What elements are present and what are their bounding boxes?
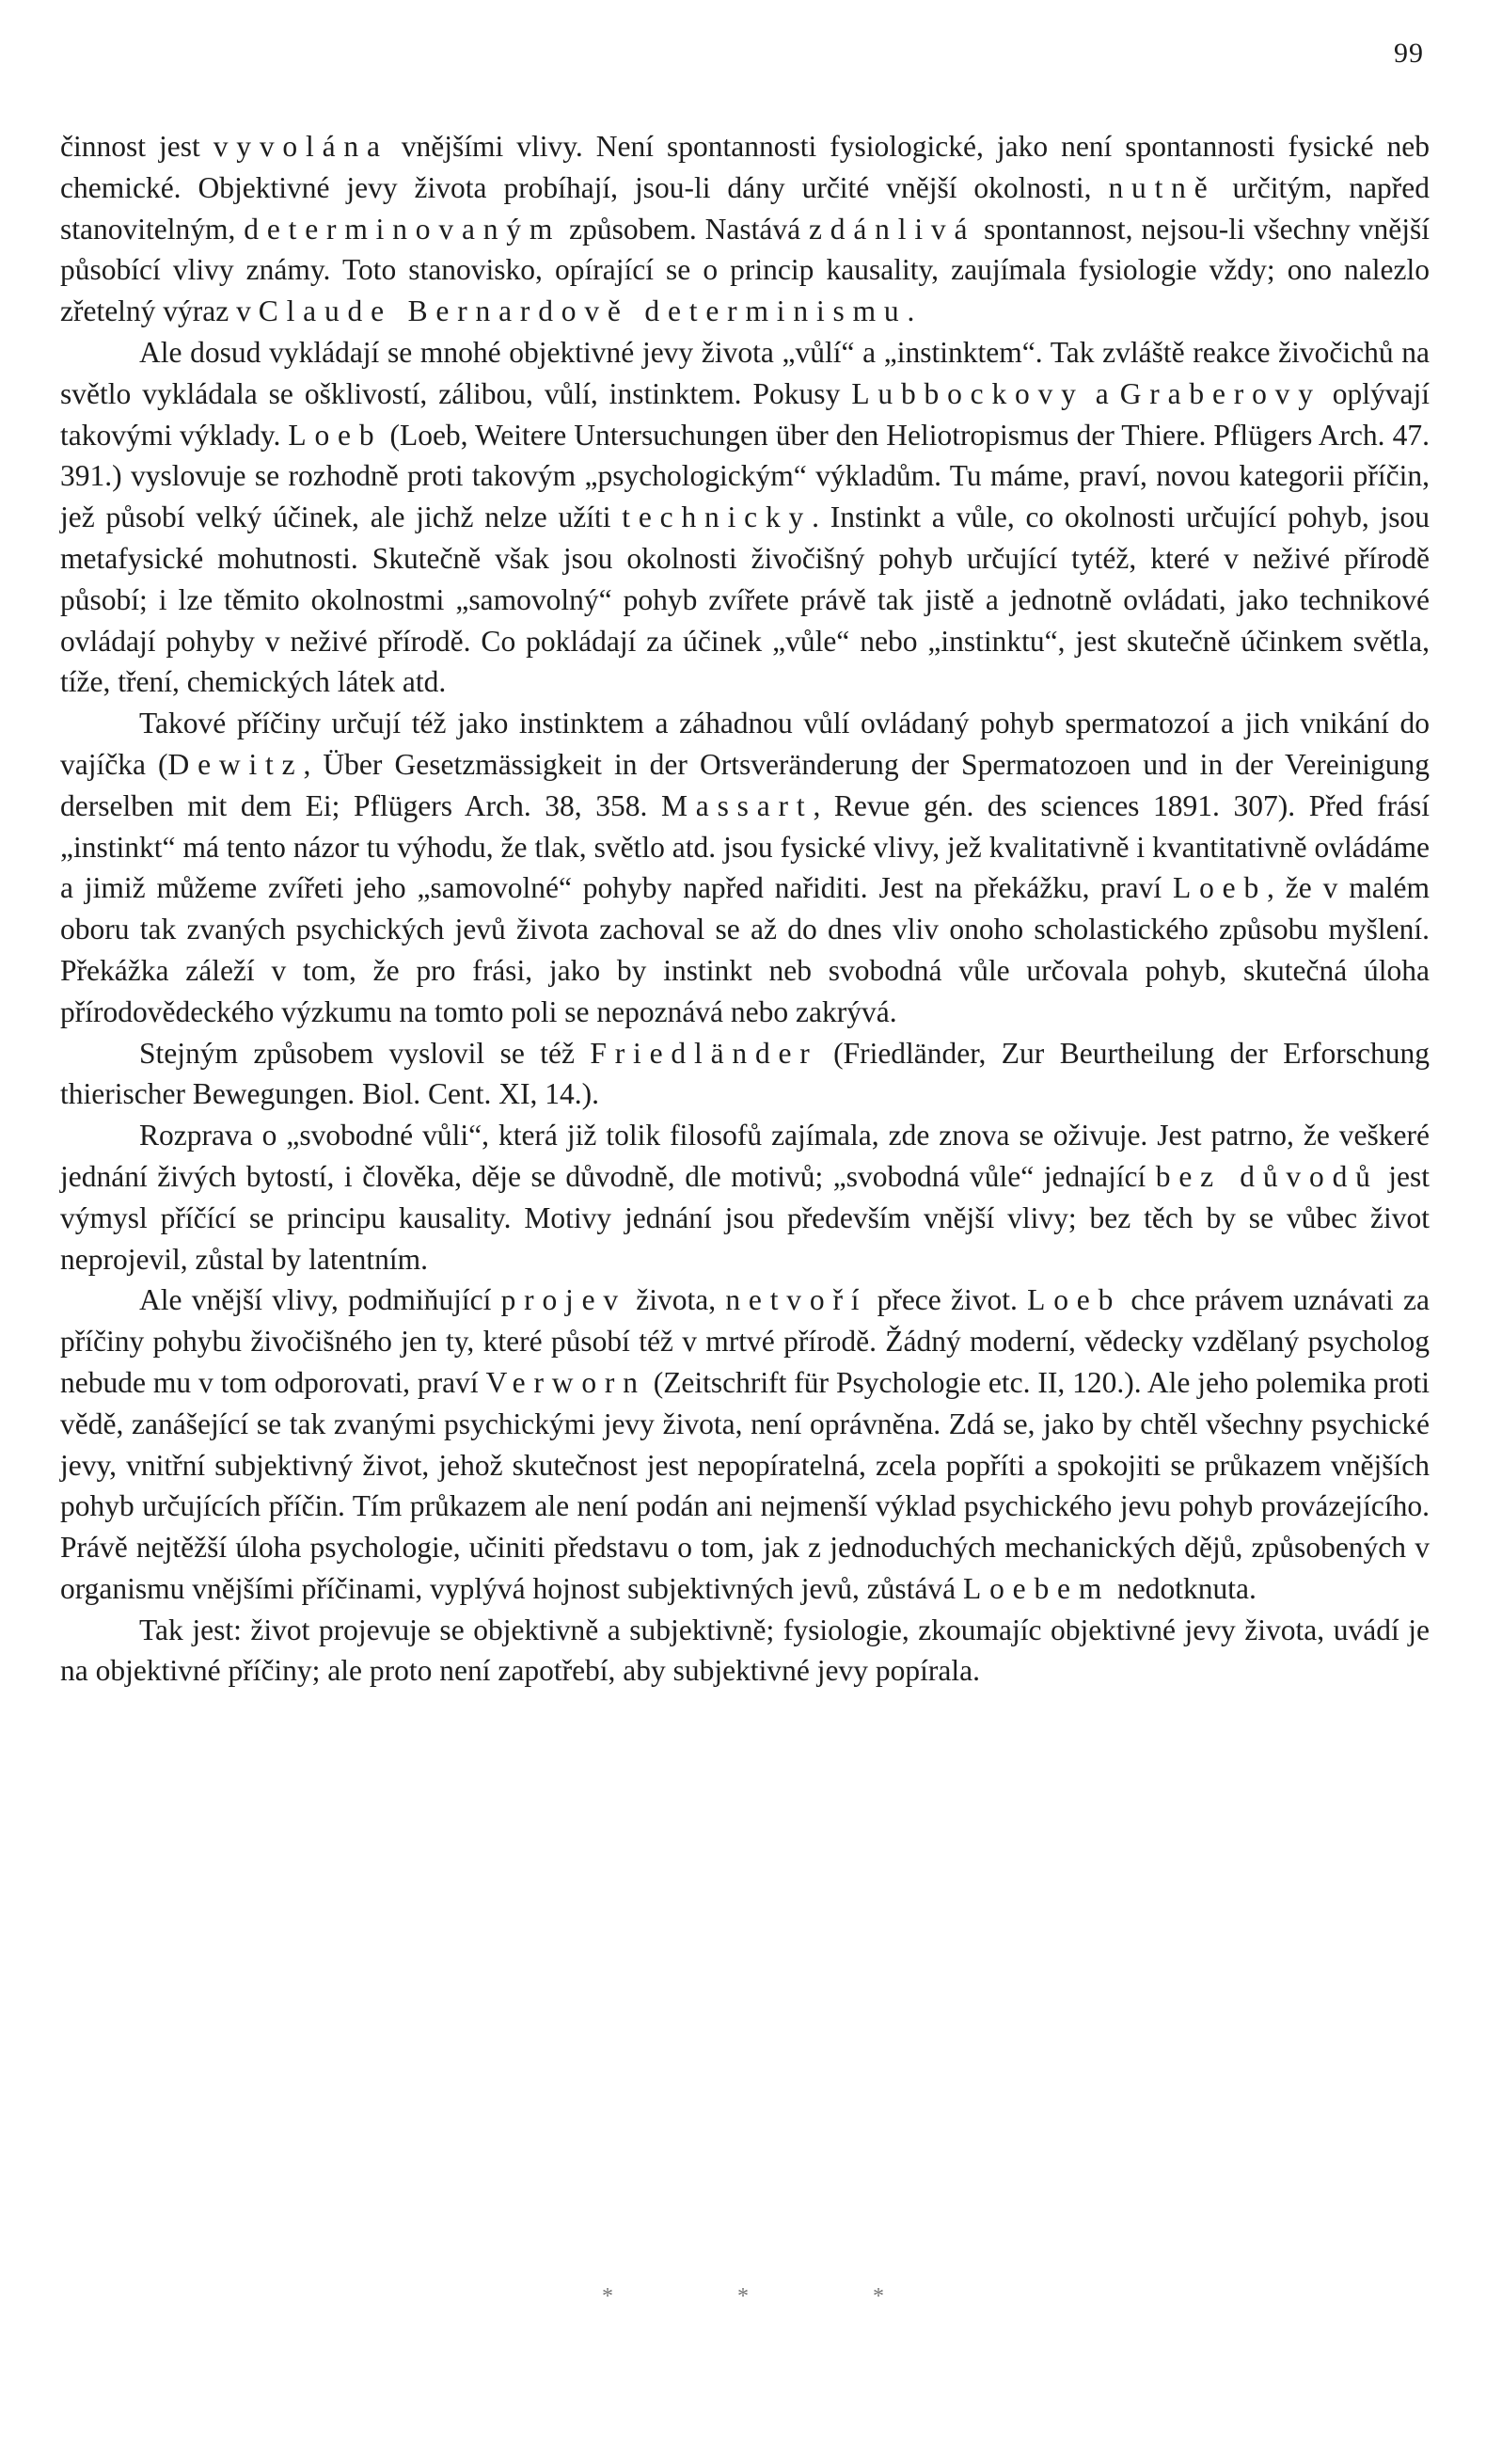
text-run: spontannost, nejsou-li všechny vnější působící vlivy známy. Toto stanovisko, opírající se o princip kausality, zaujímala fysiologie vždy; ono nalezlo zřetelný výraz v	[60, 212, 1430, 328]
emphasized-text: Loeb	[1027, 1283, 1122, 1317]
text-run: vnějšími vlivy. Není spontannosti fysiologické, jako není spontannosti fysické neb chemické. Objektivné jevy života probíhají, jsou-li dány určité vnější okolnosti,	[60, 130, 1430, 204]
text-run: Takové příčiny určují též jako instinktem a záhadnou vůlí ovládaný pohyb spermatozoí a jich vnikání do vajíčka (	[60, 707, 1430, 781]
text-run: určitým, napřed stanovitelným,	[60, 170, 1430, 246]
paragraph	[60, 126, 1430, 332]
asterisk-ornament: *	[873, 2284, 884, 2309]
text-run: , že v malém oboru tak zvaných psychických jevů života zachoval se až do dnes vliv onoho scholastického způsobu myšlení. Překážka záleží v tom, že pro frási, jako by instinkt neb svobodná vůle určovala pohyb, skutečná úloha přírodovědeckého výzkumu na tomto poli se nepoznává nebo zakrývá.	[60, 871, 1430, 1028]
emphasized-text: bez důvodů	[1155, 1159, 1379, 1193]
emphasized-text: Claude Bernardově determinismu	[258, 294, 908, 328]
text-run: způsobem. Nastává	[561, 212, 809, 246]
emphasized-text: nutně	[1108, 170, 1216, 204]
emphasized-text: projev	[500, 1283, 626, 1317]
text-run: (Friedländer, Zur Beurtheilung der Erforschung thierischer Bewegungen. Biol. Cent. XI, 14.).	[60, 1036, 1430, 1111]
asterisk-ornament: *	[737, 2284, 749, 2309]
text-run: Stejným způsobem vyslovil se též	[139, 1036, 591, 1070]
paragraph	[60, 703, 1430, 1032]
emphasized-text: Graberovy	[1119, 376, 1321, 410]
paragraph	[60, 1115, 1430, 1280]
text-run: činnost jest	[60, 130, 213, 163]
text-run: Ale vnější vlivy, podmiňující	[139, 1283, 501, 1317]
asterisk-ornament: *	[602, 2284, 613, 2309]
emphasized-text: Verworn	[485, 1365, 646, 1399]
emphasized-text: Lubbockovy	[851, 376, 1084, 410]
emphasized-text: Massart	[660, 788, 814, 822]
emphasized-text: Friedländer	[590, 1036, 818, 1070]
emphasized-text: Loeb	[1173, 871, 1268, 905]
text-run: Ale dosud vykládají se mnohé objektivné jevy života „vůlí“ a „instinktem“. Tak zvláště reakce živočichů na světlo vykládala se ošklivostí, zálibou, vůlí, instinktem. Pokusy	[60, 335, 1430, 410]
paragraph	[60, 332, 1430, 703]
emphasized-text: Loeb	[288, 418, 383, 452]
paragraph	[60, 1033, 1430, 1116]
text-run: oplývají takovými výklady.	[60, 376, 1430, 452]
text-run: (Loeb, Weitere Untersuchungen über den Heliotropismus der Thiere. Pflügers Arch. 47. 391.) vyslovuje se rozhodně proti takovým „psychologickým“ výkladům. Tu máme, praví, novou kategorii příčin, jež působí velký účinek, ale jichž nelze užíti	[60, 418, 1430, 534]
emphasized-text: determinovaným	[244, 212, 561, 246]
text-run: nedotknuta.	[1110, 1571, 1257, 1605]
emphasized-text: Loebem	[963, 1571, 1111, 1605]
emphasized-text: zdánlivá	[809, 212, 976, 246]
text-run: jest výmysl příčící se principu kausality. Motivy jednání jsou především vnější vlivy; bez těch by se vůbec život neprojevil, zůstal by latentním.	[60, 1159, 1430, 1276]
section-ornament	[602, 2284, 884, 2310]
text-run: a	[1083, 376, 1120, 410]
text-run: Rozprava o „svobodné vůli“, která již tolik filosofů zajímala, zde znova se oživuje. Jest patrno, že veškeré jednání živých bytostí, i člověka, děje se důvodně, dle motivů; „svobodná vůle“ jednající	[60, 1119, 1430, 1193]
emphasized-text: Dewitz	[167, 747, 304, 781]
emphasized-text: technicky	[622, 501, 813, 534]
text-run: chce právem uznávati za příčiny pohybu živočišného jen ty, které působí též v mrtvé přírodě. Žádný moderní, vědecky vzdělaný psycholog nebude mu v tom odporovati, praví	[60, 1283, 1431, 1399]
text-run: přece život.	[867, 1283, 1028, 1317]
text-run: Tak jest: život projevuje se objektivně a subjektivně; fysiologie, zkoumajíc objektivné jevy života, uvádí je na objektivné příčiny; ale proto není zapotřebí, aby subjektivné jevy popírala.	[60, 1613, 1430, 1688]
text-run: , Über Gesetzmässigkeit in der Ortsveränderung der Spermatozoen und in der Vereinigung derselben mit dem Ei; Pflügers Arch. 38, 358.	[60, 747, 1431, 822]
text-run: . Instinkt a vůle, co okolnosti určující pohyb, jsou metafysické mohutnosti. Skutečně však jsou okolnosti živočišný pohyb určující tytéž, které v neživé přírodě působí; i lze těmito okolnostmi „samovolný“ pohyb zvířete právě tak jistě a jednotně ovládati, jako technikové ovládají pohyby v neživé přírodě. Co pokládají za účinek „vůle“ nebo „instinktu“, jest skutečně účinkem světla, tíže, tření, chemických látek atd.	[60, 501, 1430, 699]
body-text	[60, 126, 1430, 1692]
paragraph	[60, 1280, 1430, 1609]
text-run: (Zeitschrift für Psychologie etc. II, 120.). Ale jeho polemika proti vědě, zanášející se tak zvanými psychickými jevy života, není oprávněna. Zdá se, jako by chtěl všechny psychické jevy, vnitřní subjektivný život, jehož skutečnost jest nepopíratelná, zcela popříti a spokojiti se průkazem vnějších pohyb určujících příčin. Tím průkazem ale není podán ani nejmenší výklad psychického jevu pohyb provázejícího. Právě nejtěžší úloha psychologie, učiniti představu o tom, jak z jednoduchých mechanických dějů, způsobených v organismu vnějšími příčinami, vyplývá hojnost subjektivných jevů, zůstává	[60, 1365, 1431, 1605]
page-number: 99	[1394, 38, 1424, 69]
emphasized-text: vyvolána	[213, 130, 388, 163]
paragraph	[60, 1610, 1430, 1693]
emphasized-text: netvoří	[725, 1283, 868, 1317]
text-run: .	[907, 294, 915, 328]
text-run: , Revue gén. des sciences 1891. 307). Před frásí „instinkt“ má tento názor tu výhodu, že tlak, světlo atd. jsou fysické vlivy, jež kvalitativně i kvantitativně ovládáme a jimiž můžeme zvířeti jeho „samovolné“ pohyby napřed nařiditi. Jest na překážku, praví	[60, 788, 1430, 905]
text-run: života,	[626, 1283, 726, 1317]
